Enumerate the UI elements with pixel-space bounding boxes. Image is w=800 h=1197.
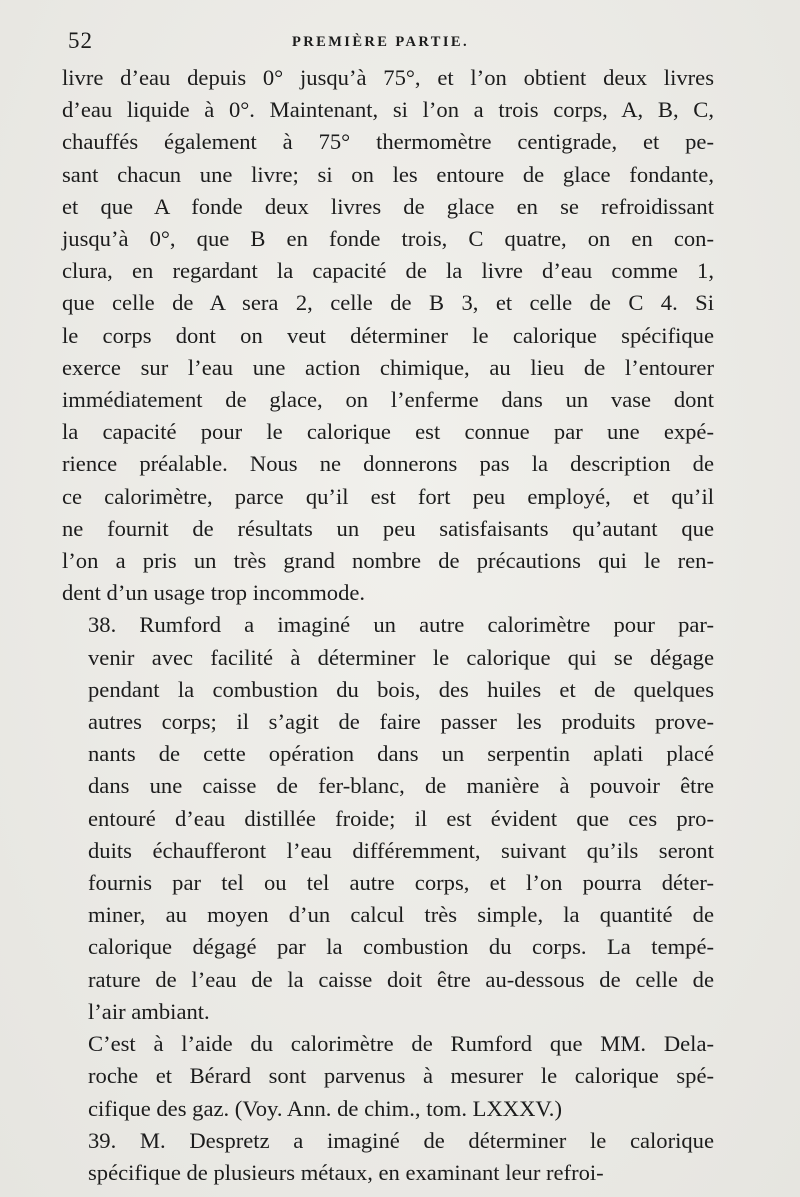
- text-line: rature de l’eau de la caisse doit être au-dessous de celle de: [88, 966, 714, 992]
- text-line: 39. M. Despretz a imaginé de déterminer le calorique: [88, 1127, 714, 1153]
- text-line: nants de cette opération dans un serpentin aplati placé: [88, 741, 714, 767]
- text-line: sant chacun une livre; si on les entoure de glace fondante,: [62, 161, 714, 187]
- text-line: cifique des gaz. (Voy. Ann. de chim., tom. LXXXV.): [88, 1095, 562, 1121]
- text-line: venir avec facilité à déterminer le calorique qui se dégage: [88, 644, 714, 670]
- paragraph: [62, 1125, 714, 1189]
- text-line: pendant la combustion du bois, des huiles et de quelques: [88, 676, 714, 702]
- page-number: 52: [68, 28, 93, 53]
- text-line: miner, au moyen d’un calcul très simple, la quantité de: [88, 902, 714, 928]
- text-line: d’eau liquide à 0°. Maintenant, si l’on a trois corps, A, B, C,: [62, 97, 714, 123]
- text-line: ne fournit de résultats un peu satisfaisants qu’autant que: [62, 515, 714, 541]
- text-line: roche et Bérard sont parvenus à mesurer le calorique spé-: [88, 1063, 714, 1089]
- text-line: entouré d’eau distillée froide; il est évident que ces pro-: [88, 805, 714, 831]
- running-head: PREMIÈRE PARTIE.: [292, 34, 469, 50]
- text-line: ce calorimètre, parce qu’il est fort peu employé, et qu’il: [62, 483, 714, 509]
- page-header: [62, 0, 714, 62]
- text-line: fournis par tel ou tel autre corps, et l’on pourra déter-: [88, 870, 714, 896]
- text-line: clura, en regardant la capacité de la livre d’eau comme 1,: [62, 258, 714, 284]
- text-line: dans une caisse de fer-blanc, de manière à pouvoir être: [88, 773, 714, 799]
- text-line: et que A fonde deux livres de glace en se refroidissant: [62, 193, 714, 219]
- text-line: que celle de A sera 2, celle de B 3, et celle de C 4. Si: [62, 290, 714, 316]
- text-line: duits échaufferont l’eau différemment, suivant qu’ils seront: [88, 837, 714, 863]
- text-line: la capacité pour le calorique est connue par une expé-: [62, 419, 714, 445]
- text-line: l’on a pris un très grand nombre de précautions qui le ren-: [62, 548, 714, 574]
- paragraph: [62, 1028, 714, 1125]
- text-line: jusqu’à 0°, que B en fonde trois, C quatre, on en con-: [62, 226, 714, 252]
- text-line: spécifique de plusieurs métaux, en examinant leur refroi-: [88, 1159, 604, 1185]
- text-line: rience préalable. Nous ne donnerons pas la description de: [62, 451, 714, 477]
- paragraph: [62, 62, 714, 609]
- text-line: le corps dont on veut déterminer le calorique spécifique: [62, 322, 714, 348]
- text-line: dent d’un usage trop incommode.: [62, 580, 366, 606]
- text-line: exerce sur l’eau une action chimique, au lieu de l’entourer: [62, 354, 714, 380]
- paragraph: [62, 609, 714, 1028]
- text-line: immédiatement de glace, on l’enferme dans un vase dont: [62, 387, 714, 413]
- body-text: [62, 62, 714, 1189]
- text-line: 38. Rumford a imaginé un autre calorimètre pour par-: [88, 612, 714, 638]
- text-line: calorique dégagé par la combustion du corps. La tempé-: [88, 934, 714, 960]
- text-line: autres corps; il s’agit de faire passer les produits prove-: [88, 709, 714, 735]
- text-line: l’air ambiant.: [88, 998, 210, 1024]
- text-line: C’est à l’aide du calorimètre de Rumford que MM. Dela-: [88, 1031, 714, 1057]
- text-line: chauffés également à 75° thermomètre centigrade, et pe-: [62, 129, 714, 155]
- text-line: livre d’eau depuis 0° jusqu’à 75°, et l’on obtient deux livres: [62, 65, 714, 90]
